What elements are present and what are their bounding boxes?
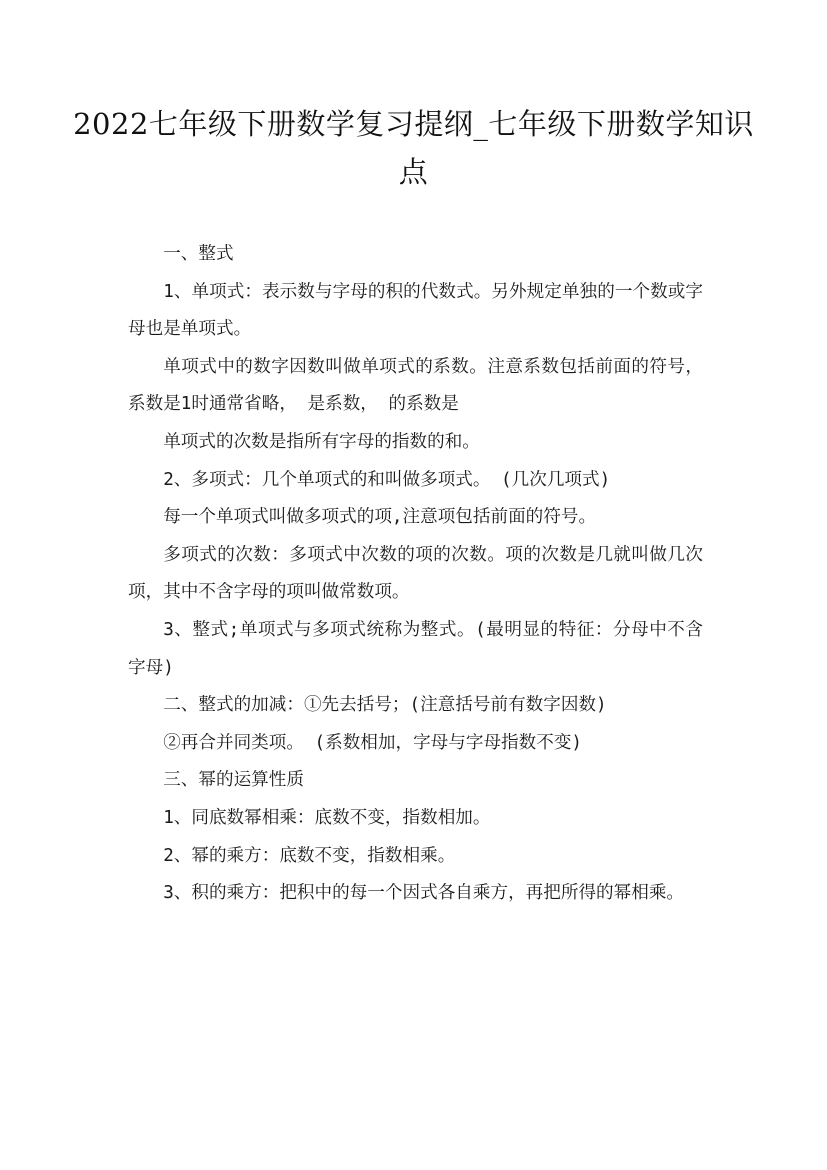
paragraph-polynomial-definition: 2、多项式：几个单项式的和叫做多项式。 (几次几项式)	[163, 469, 611, 490]
paragraph-monomial-degree: 单项式的次数是指所有字母的指数的和。	[163, 431, 480, 452]
paragraph-same-base-multiplication: 1、同底数幂相乘：底数不变，指数相加。	[163, 807, 491, 828]
document-title: 2022七年级下册数学复习提纲_七年级下册数学知识点	[73, 107, 754, 189]
paragraph-power-of-product: 3、积的乘方：把积中的每一个因式各自乘方，再把所得的幂相乘。	[163, 883, 685, 904]
paragraph-monomial-coefficient: 单项式中的数字因数叫做单项式的系数。注意系数包括前面的符号，系数是1时通常省略， 是系数， 的系数是	[128, 356, 703, 415]
section-heading-power-properties: 三、幂的运算性质	[163, 770, 304, 791]
paragraph-combine-like-terms: ②再合并同类项。 (系数相加，字母与字母指数不变)	[163, 732, 583, 753]
paragraph-power-of-power: 2、幂的乘方：底数不变，指数相乘。	[163, 845, 456, 866]
paragraph-integral-expression: 3、整式;单项式与多项式统称为整式。(最明显的特征：分母中不含字母)	[128, 619, 703, 678]
paragraph-polynomial-degree: 多项式的次数：多项式中次数的项的次数。项的次数是几就叫做几次项，其中不含字母的项叫做常数项。	[128, 544, 703, 603]
section-heading-addition-subtraction: 二、整式的加减：①先去括号；(注意括号前有数字因数)	[163, 695, 607, 716]
section-heading-polynomial: 一、整式	[163, 244, 234, 264]
document-body	[128, 236, 703, 913]
paragraph-monomial-definition: 1、单项式：表示数与字母的积的代数式。另外规定单独的一个数或字母也是单项式。	[128, 281, 703, 340]
paragraph-polynomial-term: 每一个单项式叫做多项式的项,注意项包括前面的符号。	[163, 507, 597, 528]
